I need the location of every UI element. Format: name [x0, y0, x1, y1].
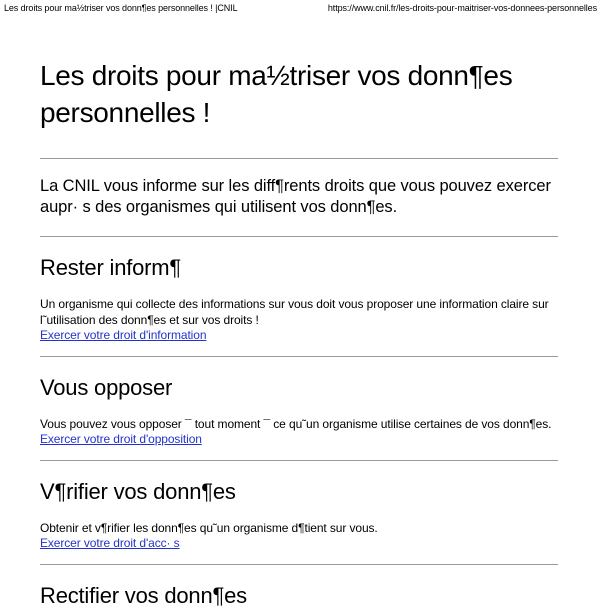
section-heading-rester-informe: Rester inform¶	[40, 255, 182, 280]
link-line	[40, 536, 558, 552]
section-body-vous-opposer: Vous pouvez vous opposer ¯ tout moment ¯ ce qu˜un organisme utilise certaines de vos donn¶es.	[40, 416, 552, 431]
droit-information-link[interactable]: Exercer votre droit d'information	[40, 328, 207, 342]
divider	[40, 158, 558, 159]
section-heading-vous-opposer: Vous opposer	[40, 374, 173, 400]
page-title: Les droits pour ma½triser vos donn¶es personnelles !	[40, 60, 513, 128]
link-line	[40, 328, 558, 344]
divider	[40, 564, 558, 565]
divider	[40, 356, 558, 357]
link-line	[40, 432, 558, 448]
section-rester-informe	[40, 254, 558, 357]
section-heading-verifier-donnees: V¶rifier vos donn¶es	[40, 478, 236, 504]
divider	[40, 460, 558, 461]
droit-opposition-link[interactable]: Exercer votre droit d'opposition	[40, 432, 202, 446]
section-body-rester-informe: Un organisme qui collecte des informations sur vous doit vous proposer une information claire sur l˜utilisation des donn¶es et sur vos droits !	[40, 297, 549, 327]
droit-acces-link[interactable]: Exercer votre droit d'acc· s	[40, 536, 180, 550]
section-body-verifier-donnees: Obtenir et v¶rifier les donn¶es qu˜un organisme d¶tient sur vous.	[40, 520, 378, 535]
page-content	[40, 0, 558, 610]
section-vous-opposer	[40, 374, 558, 461]
section-verifier-donnees	[40, 478, 558, 565]
print-header-title: Les droits pour ma½triser vos donn¶es personnelles ! |CNIL	[4, 3, 238, 13]
divider	[40, 236, 558, 237]
section-heading-rectifier-donnees: Rectifier vos donn¶es	[40, 582, 247, 608]
intro-paragraph: La CNIL vous informe sur les diff¶rents droits que vous pouvez exercer aupr· s des organismes qui utilisent vos donn¶es.	[40, 177, 551, 216]
print-header-url: https://www.cnil.fr/les-droits-pour-maitriser-vos-donnees-personnelles	[327, 3, 597, 13]
